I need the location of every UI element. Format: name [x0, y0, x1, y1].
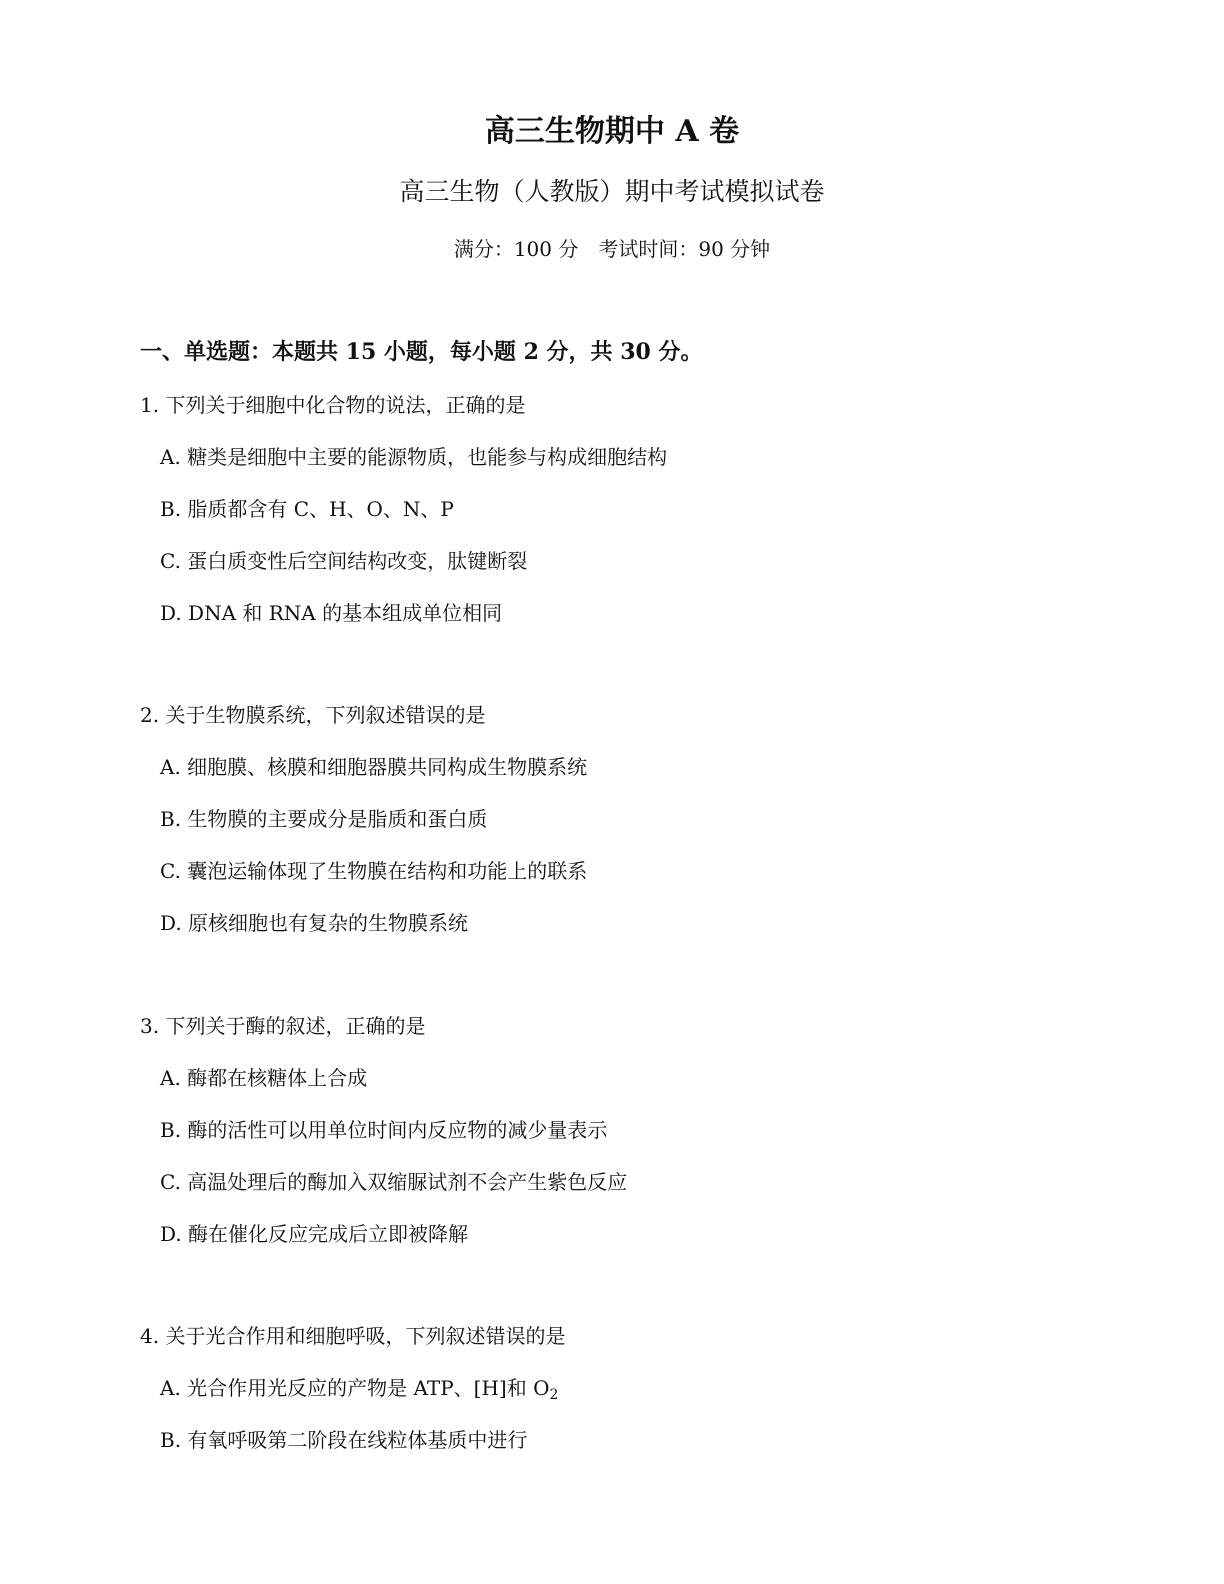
oxygen-subscript: 2 [549, 1387, 559, 1403]
question-1-stem: 1. 下列关于细胞中化合物的说法，正确的是 [140, 393, 526, 417]
question-2-stem: 2. 关于生物膜系统，下列叙述错误的是 [140, 703, 486, 727]
question-4-option-a [160, 1372, 558, 1411]
question-4-stem: 4. 关于光合作用和细胞呼吸，下列叙述错误的是 [140, 1324, 566, 1348]
question-4-option-a-text: A. 光合作用光反应的产物是 ATP、[H]和 O [160, 1376, 550, 1400]
question-1-option-a: A. 糖类是细胞中主要的能源物质，也能参与构成细胞结构 [160, 445, 668, 469]
question-3-option-c: C. 高温处理后的酶加入双缩脲试剂不会产生紫色反应 [160, 1170, 628, 1194]
question-3-option-a: A. 酶都在核糖体上合成 [160, 1066, 368, 1090]
question-2-option-d: D. 原核细胞也有复杂的生物膜系统 [160, 911, 469, 935]
question-1-option-b: B. 脂质都含有 C、H、O、N、P [160, 497, 454, 521]
question-1-option-c: C. 蛋白质变性后空间结构改变，肽键断裂 [160, 549, 528, 573]
question-4-option-b: B. 有氧呼吸第二阶段在线粒体基质中进行 [160, 1428, 528, 1452]
question-3-option-b: B. 酶的活性可以用单位时间内反应物的减少量表示 [160, 1118, 608, 1142]
question-3-option-d: D. 酶在催化反应完成后立即被降解 [160, 1222, 469, 1246]
question-2-option-c: C. 囊泡运输体现了生物膜在结构和功能上的联系 [160, 859, 588, 883]
exam-subtitle: 高三生物（人教版）期中考试模拟试卷 [399, 177, 825, 206]
question-2-option-a: A. 细胞膜、核膜和细胞器膜共同构成生物膜系统 [160, 755, 588, 779]
question-1-option-d: D. DNA 和 RNA 的基本组成单位相同 [160, 601, 503, 625]
question-3-stem: 3. 下列关于酶的叙述，正确的是 [140, 1014, 426, 1038]
exam-meta: 满分：100 分 考试时间：90 分钟 [453, 237, 771, 261]
exam-title: 高三生物期中 A 卷 [484, 114, 740, 149]
question-2-option-b: B. 生物膜的主要成分是脂质和蛋白质 [160, 807, 488, 831]
section-heading: 一、单选题：本题共 15 小题，每小题 2 分，共 30 分。 [140, 339, 703, 365]
